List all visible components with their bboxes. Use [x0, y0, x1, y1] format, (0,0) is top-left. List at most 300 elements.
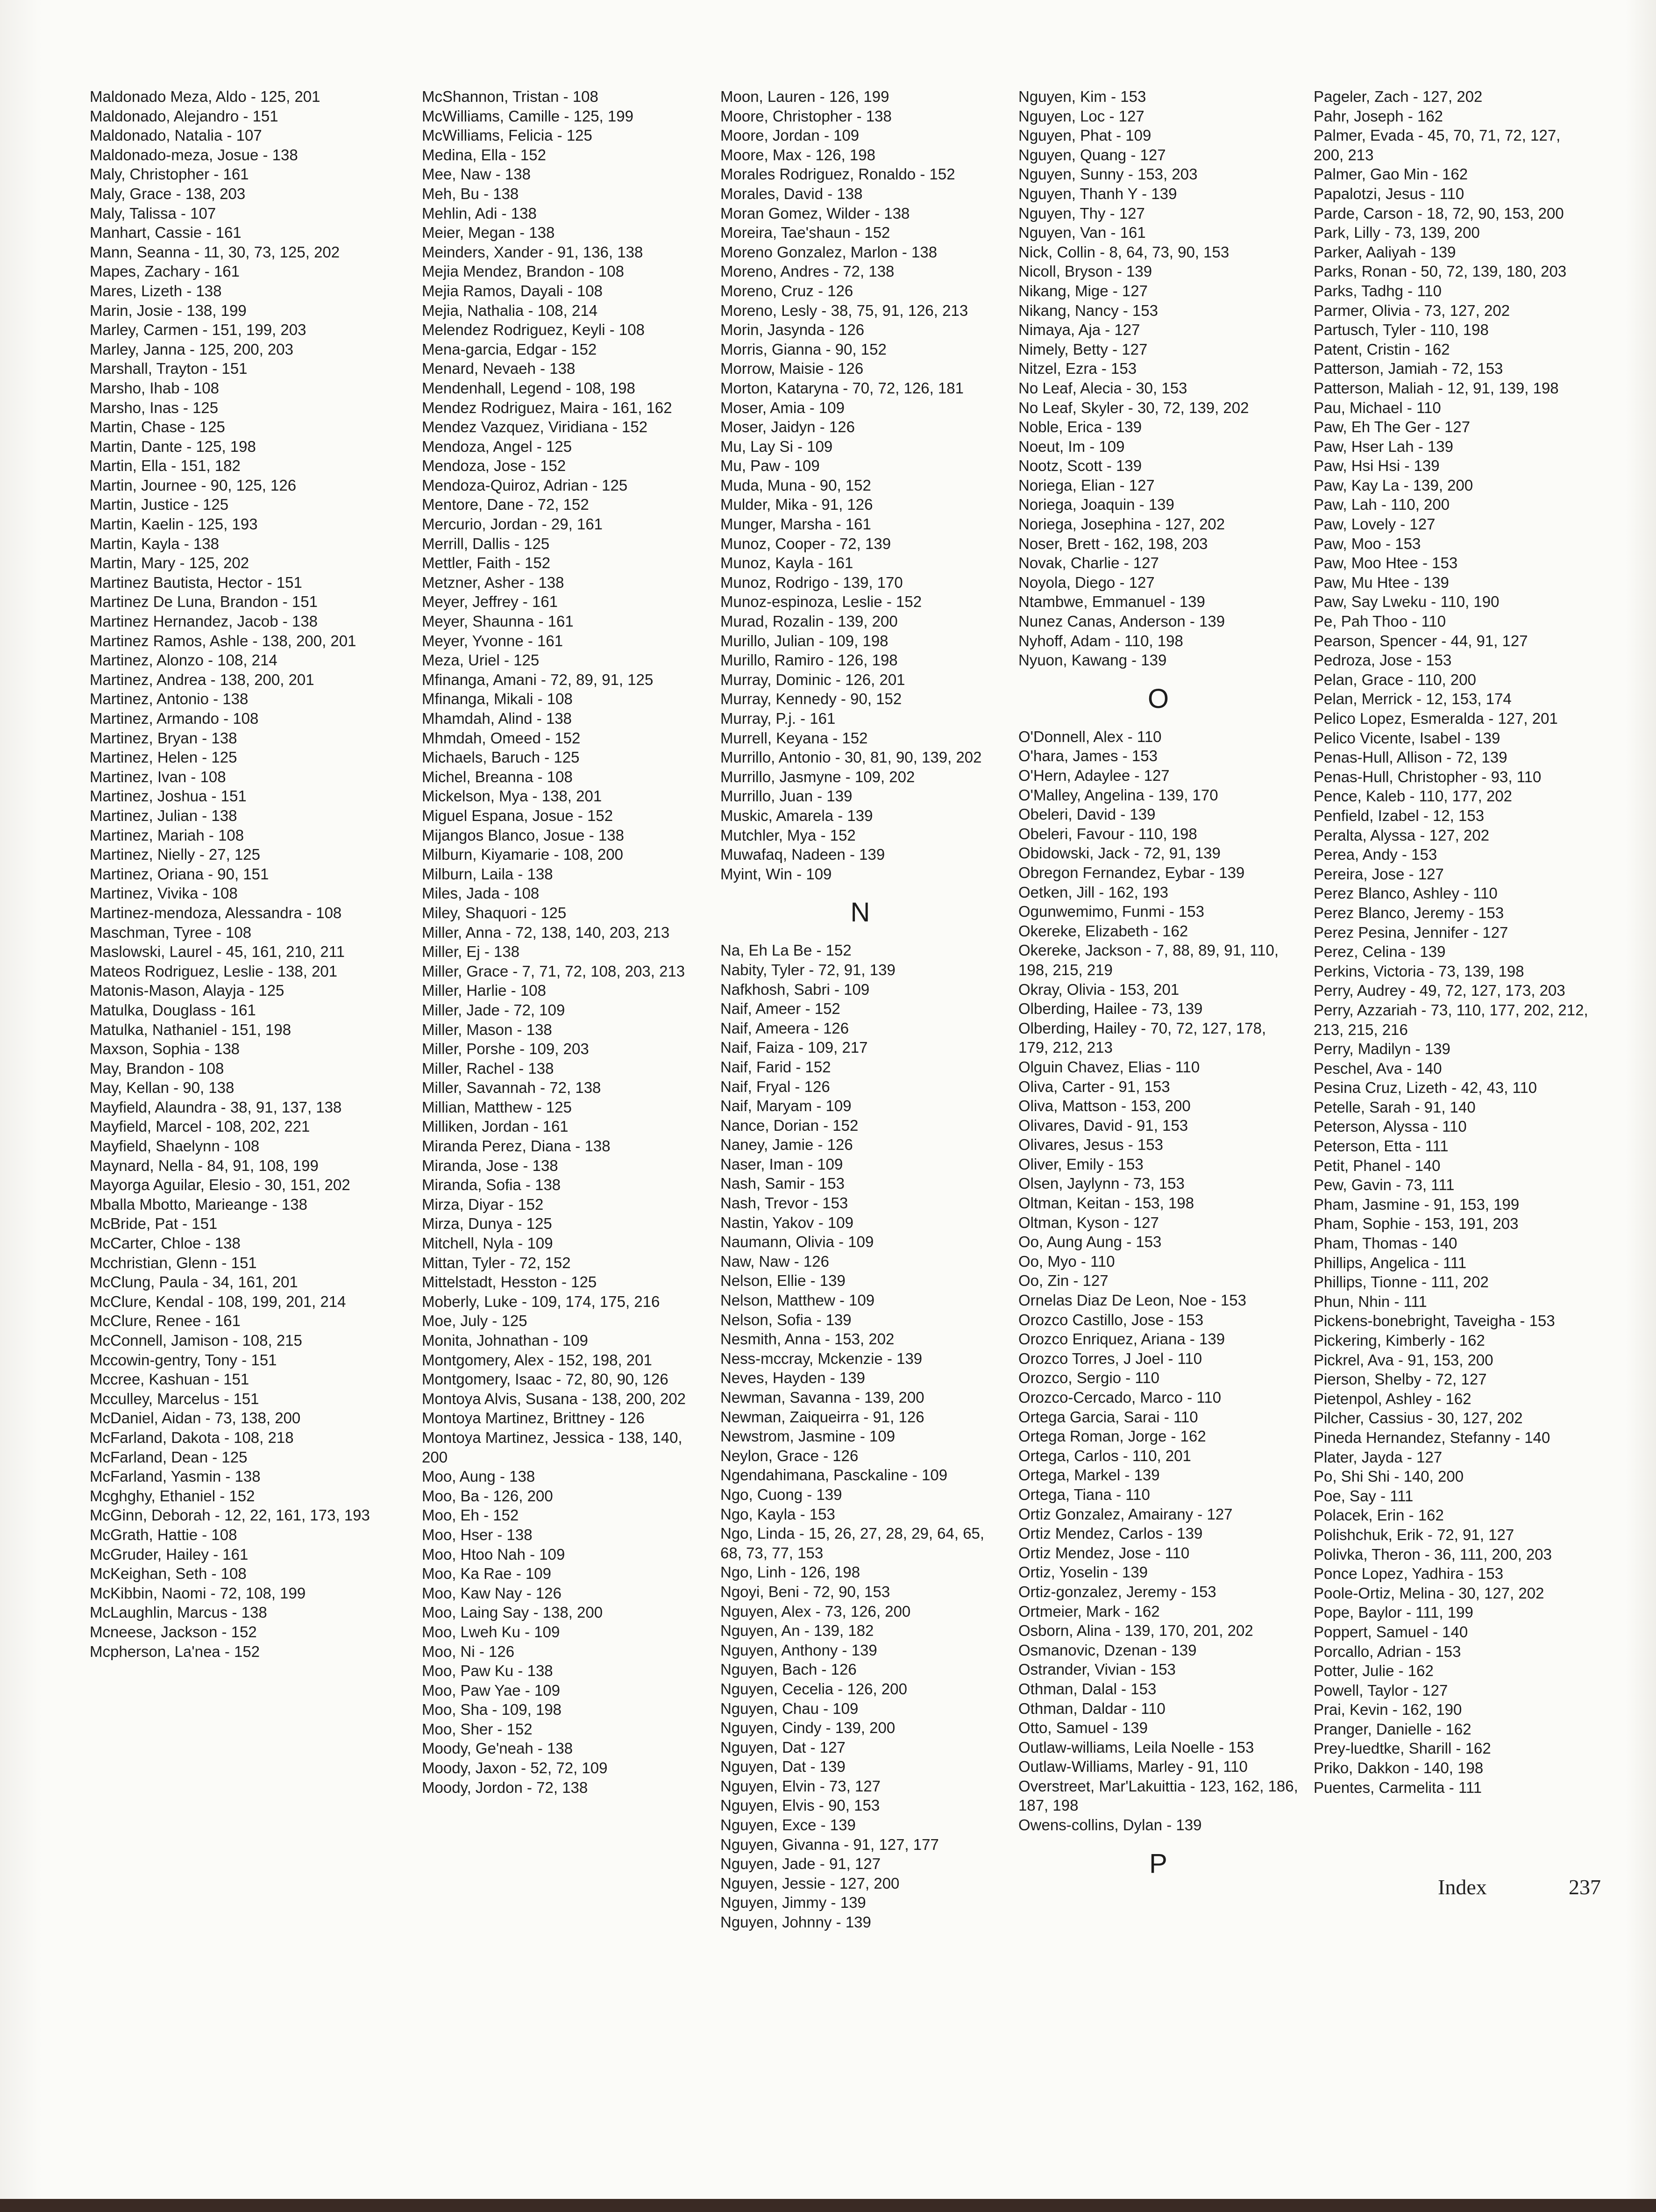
index-entry: Mirza, Dunya - 125 [422, 1215, 552, 1233]
index-entry: Nguyen, Givanna - 91, 127, 177 [720, 1835, 939, 1853]
index-entry: Martin, Kayla - 138 [90, 535, 219, 552]
index-entry: Obeleri, David - 139 [1018, 806, 1156, 823]
index-entry: Oltman, Keitan - 153, 198 [1018, 1194, 1194, 1212]
index-entry: May, Brandon - 108 [90, 1059, 224, 1077]
index-entry: Nguyen, Quang - 127 [1018, 146, 1166, 164]
index-entry: Meyer, Shaunna - 161 [422, 613, 574, 630]
index-entry: Newman, Zaiqueirra - 91, 126 [720, 1408, 924, 1426]
index-entry: Martin, Ella - 151, 182 [90, 457, 241, 475]
index-entry: Meh, Bu - 138 [422, 185, 519, 202]
index-entry: Nabity, Tyler - 72, 91, 139 [720, 961, 896, 978]
index-entry: Neves, Hayden - 139 [720, 1369, 866, 1387]
index-entry: Montgomery, Alex - 152, 198, 201 [422, 1351, 652, 1369]
index-entry: Pietenpol, Ashley - 162 [1314, 1390, 1471, 1407]
index-entry: Mettler, Faith - 152 [422, 554, 551, 572]
index-entry: Mcghghy, Ethaniel - 152 [90, 1487, 255, 1505]
index-entry: Nash, Samir - 153 [720, 1175, 845, 1192]
index-entry: Miranda, Sofia - 138 [422, 1176, 561, 1194]
index-entry: Pope, Baylor - 111, 199 [1314, 1604, 1473, 1621]
index-entry: Ngo, Linda - 15, 26, 27, 28, 29, 64, 65, 68, 73, 77, 153 [720, 1525, 985, 1562]
index-entry: Paw, Lah - 110, 200 [1314, 496, 1450, 514]
index-entry: Polacek, Erin - 162 [1314, 1506, 1444, 1524]
index-entry: Noser, Brett - 162, 198, 203 [1018, 535, 1208, 552]
index-entry: Ortmeier, Mark - 162 [1018, 1602, 1160, 1620]
index-entry: Monita, Johnathan - 109 [422, 1332, 588, 1349]
index-entry: Nicoll, Bryson - 139 [1018, 263, 1152, 280]
index-entry: Perry, Audrey - 49, 72, 127, 173, 203 [1314, 982, 1565, 999]
index-entry: Perez Blanco, Ashley - 110 [1314, 885, 1498, 902]
index-entry: Montoya Martinez, Brittney - 126 [422, 1409, 645, 1427]
index-entry: Mitchell, Nyla - 109 [422, 1234, 553, 1252]
index-entry: Okray, Olivia - 153, 201 [1018, 980, 1180, 998]
index-entry: Perez, Celina - 139 [1314, 943, 1446, 961]
index-entry: Olivares, Jesus - 153 [1018, 1136, 1163, 1154]
index-entry: Perkins, Victoria - 73, 139, 198 [1314, 962, 1524, 980]
index-entry: Moo, Hser - 138 [422, 1526, 533, 1543]
footer-section-label: Index [1438, 1875, 1487, 1899]
index-entry: Mittelstadt, Hesston - 125 [422, 1273, 597, 1291]
index-entry: Nimaya, Aja - 127 [1018, 321, 1140, 339]
index-entry: Nyuon, Kawang - 139 [1018, 651, 1167, 669]
index-entry: Noriega, Josephina - 127, 202 [1018, 515, 1225, 533]
index-entry: Peschel, Ava - 140 [1314, 1059, 1442, 1077]
index-entry: Okereke, Jackson - 7, 88, 89, 91, 110, 198, 215, 219 [1018, 942, 1279, 978]
index-entry: Noyola, Diego - 127 [1018, 573, 1155, 591]
index-entry: Phillips, Angelica - 111 [1314, 1254, 1467, 1271]
index-entry: Paw, Hser Lah - 139 [1314, 437, 1453, 455]
index-entry: Martin, Dante - 125, 198 [90, 437, 256, 455]
index-column-5 [1314, 87, 1594, 1797]
index-entry: Nguyen, Cecelia - 126, 200 [720, 1680, 907, 1698]
index-entry: Pickens-bonebright, Taveigha - 153 [1314, 1312, 1555, 1330]
index-entry: Nimely, Betty - 127 [1018, 340, 1148, 358]
index-entry: Mcpherson, La'nea - 152 [90, 1642, 260, 1660]
index-entry: Nguyen, Elvin - 73, 127 [720, 1777, 881, 1795]
index-entry: Patent, Cristin - 162 [1314, 340, 1450, 358]
index-entry: Olguin Chavez, Elias - 110 [1018, 1058, 1200, 1076]
index-entry: Moore, Max - 126, 198 [720, 146, 875, 164]
index-entry: McDaniel, Aidan - 73, 138, 200 [90, 1409, 301, 1427]
index-entry: Pickrel, Ava - 91, 153, 200 [1314, 1351, 1493, 1369]
index-entry: Moon, Lauren - 126, 199 [720, 88, 889, 105]
index-entry: Oetken, Jill - 162, 193 [1018, 883, 1169, 901]
index-entry: Owens-collins, Dylan - 139 [1018, 1816, 1202, 1834]
index-entry: Nick, Collin - 8, 64, 73, 90, 153 [1018, 243, 1230, 261]
index-entry: McFarland, Dakota - 108, 218 [90, 1428, 294, 1446]
index-entry: Polishchuk, Erik - 72, 91, 127 [1314, 1526, 1514, 1543]
index-entry: Maldonado Meza, Aldo - 125, 201 [90, 88, 320, 105]
index-entry: Parks, Ronan - 50, 72, 139, 180, 203 [1314, 263, 1567, 280]
index-entry: Potter, Julie - 162 [1314, 1662, 1434, 1680]
index-entry: Pahr, Joseph - 162 [1314, 107, 1443, 125]
index-entry: McWilliams, Felicia - 125 [422, 127, 592, 144]
index-entry: Overstreet, Mar'Lakuittia - 123, 162, 186, 187, 198 [1018, 1777, 1298, 1814]
index-entry: Ntambwe, Emmanuel - 139 [1018, 593, 1205, 611]
index-entry: Mu, Paw - 109 [720, 457, 820, 475]
index-entry: Murad, Rozalin - 139, 200 [720, 613, 898, 630]
index-entry: Parde, Carson - 18, 72, 90, 153, 200 [1314, 204, 1564, 222]
index-entry: Nootz, Scott - 139 [1018, 457, 1142, 475]
index-entry: Okereke, Elizabeth - 162 [1018, 922, 1188, 940]
index-entry: Myint, Win - 109 [720, 865, 832, 883]
index-entry: Peralta, Alyssa - 127, 202 [1314, 826, 1490, 844]
index-entry: Prai, Kevin - 162, 190 [1314, 1701, 1462, 1719]
index-entry: Obregon Fernandez, Eybar - 139 [1018, 863, 1245, 881]
index-entry: Martinez, Vivika - 108 [90, 885, 238, 902]
index-entry: McBride, Pat - 151 [90, 1215, 218, 1233]
index-entry: Murray, Kennedy - 90, 152 [720, 690, 902, 708]
index-entry: Nelson, Matthew - 109 [720, 1292, 875, 1309]
index-entry: Naif, Faiza - 109, 217 [720, 1039, 868, 1056]
index-entry: Papalotzi, Jesus - 110 [1314, 185, 1464, 202]
index-entry: O'hara, James - 153 [1018, 747, 1158, 765]
index-entry: Moreira, Tae'shaun - 152 [720, 224, 890, 242]
index-entry: Peterson, Alyssa - 110 [1314, 1118, 1467, 1135]
index-entry: Nguyen, Bach - 126 [720, 1661, 857, 1678]
index-entry: Martinez-mendoza, Alessandra - 108 [90, 904, 342, 921]
index-entry: Nesmith, Anna - 153, 202 [720, 1330, 895, 1348]
index-entry: Martin, Mary - 125, 202 [90, 554, 249, 572]
index-entry: Oliver, Emily - 153 [1018, 1155, 1144, 1173]
index-entry: Mfinanga, Amani - 72, 89, 91, 125 [422, 671, 654, 688]
index-entry: Phun, Nhin - 111 [1314, 1292, 1427, 1310]
index-entry: O'Hern, Adaylee - 127 [1018, 767, 1170, 784]
index-entry: Mcchristian, Glenn - 151 [90, 1254, 257, 1271]
index-entry: Obidowski, Jack - 72, 91, 139 [1018, 844, 1221, 862]
index-entry: Maschman, Tyree - 108 [90, 923, 252, 941]
index-entry: Newman, Savanna - 139, 200 [720, 1389, 924, 1406]
index-entry: Martinez, Andrea - 138, 200, 201 [90, 671, 314, 688]
index-entry: Petelle, Sarah - 91, 140 [1314, 1098, 1476, 1116]
index-entry: Na, Eh La Be - 152 [720, 942, 852, 959]
index-entry: Martinez, Ivan - 108 [90, 768, 226, 785]
index-entry: Martinez, Julian - 138 [90, 806, 237, 824]
index-entry: Perry, Azzariah - 73, 110, 177, 202, 212, 213, 215, 216 [1314, 1001, 1588, 1038]
index-entry: Maslowski, Laurel - 45, 161, 210, 211 [90, 943, 345, 961]
index-entry: Noeut, Im - 109 [1018, 437, 1125, 455]
index-entry: Medina, Ella - 152 [422, 146, 546, 164]
index-entry: Naif, Ameera - 126 [720, 1019, 849, 1037]
index-entry: Pedroza, Jose - 153 [1314, 651, 1452, 669]
index-entry: Patterson, Maliah - 12, 91, 139, 198 [1314, 379, 1559, 397]
index-entry: Penfield, Izabel - 12, 153 [1314, 806, 1485, 824]
index-entry: Mballa Mbotto, Marieange - 138 [90, 1195, 307, 1213]
index-entry: Ngo, Cuong - 139 [720, 1485, 842, 1503]
index-entry: Miguel Espana, Josue - 152 [422, 806, 613, 824]
index-entry: Michel, Breanna - 108 [422, 768, 573, 785]
index-entry: Newstrom, Jasmine - 109 [720, 1427, 896, 1445]
index-entry: Pelan, Grace - 110, 200 [1314, 671, 1476, 688]
index-entry: Nguyen, Dat - 127 [720, 1738, 846, 1756]
index-entry: Mee, Naw - 138 [422, 165, 531, 183]
index-entry: Moreno, Cruz - 126 [720, 282, 853, 300]
index-entry: Prey-luedtke, Sharill - 162 [1314, 1740, 1491, 1757]
index-entry: Martinez, Bryan - 138 [90, 729, 237, 747]
index-entry: Matonis-Mason, Alayja - 125 [90, 982, 284, 999]
index-entry: Nelson, Sofia - 139 [720, 1311, 852, 1328]
index-entry: Murray, Dominic - 126, 201 [720, 671, 905, 688]
index-entry: Palmer, Gao Min - 162 [1314, 165, 1468, 183]
index-entry: McFarland, Dean - 125 [90, 1448, 248, 1466]
index-entry: Palmer, Evada - 45, 70, 71, 72, 127, 200, 213 [1314, 127, 1561, 164]
index-entry: Nastin, Yakov - 109 [720, 1213, 853, 1231]
index-entry: Pe, Pah Thoo - 110 [1314, 613, 1446, 630]
section-letter-heading: N [850, 897, 871, 928]
index-entry: Obeleri, Favour - 110, 198 [1018, 825, 1197, 842]
index-entry: Melendez Rodriguez, Keyli - 108 [422, 321, 645, 339]
index-entry: Ostrander, Vivian - 153 [1018, 1661, 1176, 1678]
index-entry: Muwafaq, Nadeen - 139 [720, 846, 885, 863]
index-entry: Paw, Moo Htee - 153 [1314, 554, 1458, 572]
index-entry: Nguyen, Exce - 139 [720, 1816, 856, 1834]
index-entry: Nguyen, Jessie - 127, 200 [720, 1874, 900, 1892]
index-entry: Pierson, Shelby - 72, 127 [1314, 1370, 1487, 1388]
index-entry: Maldonado, Natalia - 107 [90, 127, 262, 144]
index-entry: Ponce Lopez, Yadhira - 153 [1314, 1565, 1504, 1583]
index-entry: McClure, Renee - 161 [90, 1312, 241, 1330]
index-entry: Moo, Sha - 109, 198 [422, 1701, 562, 1719]
index-entry: Pageler, Zach - 127, 202 [1314, 88, 1483, 105]
index-entry: Pelan, Merrick - 12, 153, 174 [1314, 690, 1512, 708]
index-entry: Parks, Tadhg - 110 [1314, 282, 1442, 300]
index-entry: Munoz, Kayla - 161 [720, 554, 853, 572]
index-entry: Murrillo, Antonio - 30, 81, 90, 139, 202 [720, 749, 982, 766]
index-entry: Parker, Aaliyah - 139 [1314, 243, 1456, 261]
index-entry: Maldonado-meza, Josue - 138 [90, 146, 298, 164]
index-entry: McKibbin, Naomi - 72, 108, 199 [90, 1584, 306, 1602]
index-entry: Miley, Shaquori - 125 [422, 904, 567, 921]
index-entry: Martinez De Luna, Brandon - 151 [90, 593, 318, 611]
index-entry: McCarter, Chloe - 138 [90, 1234, 241, 1252]
index-entry: Olberding, Hailee - 73, 139 [1018, 1000, 1203, 1018]
index-entry: Puentes, Carmelita - 111 [1314, 1778, 1482, 1796]
index-entry: Noriega, Elian - 127 [1018, 476, 1155, 494]
index-entry: Nguyen, Alex - 73, 126, 200 [720, 1602, 911, 1620]
index-entry: Mhamdah, Alind - 138 [422, 710, 572, 727]
index-entry: Matulka, Douglass - 161 [90, 1001, 256, 1019]
index-entry: McGrath, Hattie - 108 [90, 1526, 237, 1543]
index-entry: Othman, Daldar - 110 [1018, 1699, 1166, 1717]
index-entry: Ornelas Diaz De Leon, Noe - 153 [1018, 1292, 1246, 1309]
index-entry: Naif, Farid - 152 [720, 1058, 831, 1076]
index-entry: Mhmdah, Omeed - 152 [422, 729, 581, 747]
index-entry: Moo, Sher - 152 [422, 1720, 533, 1738]
index-entry: Milliken, Jordan - 161 [422, 1118, 569, 1135]
index-entry: Moreno Gonzalez, Marlon - 138 [720, 243, 938, 261]
index-entry: Paw, Hsi Hsi - 139 [1314, 457, 1440, 475]
index-entry: Montgomery, Isaac - 72, 80, 90, 126 [422, 1370, 668, 1388]
index-entry: Ngo, Linh - 126, 198 [720, 1563, 860, 1581]
index-entry: Moreno, Lesly - 38, 75, 91, 126, 213 [720, 301, 968, 319]
index-entry: Pickering, Kimberly - 162 [1314, 1332, 1485, 1349]
index-entry: Martin, Justice - 125 [90, 496, 229, 514]
index-entry: Mendez Vazquez, Viridiana - 152 [422, 418, 648, 436]
index-entry: Moore, Jordan - 109 [720, 127, 860, 144]
index-entry: Pesina Cruz, Lizeth - 42, 43, 110 [1314, 1079, 1537, 1097]
index-entry: Paw, Kay La - 139, 200 [1314, 476, 1473, 494]
index-entry: Meyer, Yvonne - 161 [422, 632, 563, 649]
index-entry: Moody, Ge'neah - 138 [422, 1740, 573, 1757]
index-entry: Nguyen, Johnny - 139 [720, 1913, 871, 1931]
index-entry: Perea, Andy - 153 [1314, 846, 1437, 863]
index-entry: Pilcher, Cassius - 30, 127, 202 [1314, 1409, 1523, 1427]
index-entry: Maynard, Nella - 84, 91, 108, 199 [90, 1156, 319, 1174]
index-entry: McLaughlin, Marcus - 138 [90, 1604, 267, 1621]
index-entry: Milburn, Laila - 138 [422, 865, 553, 883]
index-entry: Patterson, Jamiah - 72, 153 [1314, 360, 1503, 378]
index-entry: Oo, Aung Aung - 153 [1018, 1233, 1162, 1251]
index-entry: Miller, Savannah - 72, 138 [422, 1079, 601, 1097]
index-entry: Pineda Hernandez, Stefanny - 140 [1314, 1428, 1550, 1446]
index-entry: Mccowin-gentry, Tony - 151 [90, 1351, 277, 1369]
index-entry: Miller, Grace - 7, 71, 72, 108, 203, 213 [422, 962, 685, 980]
index-entry: Osmanovic, Dzenan - 139 [1018, 1641, 1197, 1659]
index-entry: McKeighan, Seth - 108 [90, 1565, 247, 1583]
index-entry: Polivka, Theron - 36, 111, 200, 203 [1314, 1545, 1552, 1563]
index-entry: Nguyen, Thanh Y - 139 [1018, 185, 1177, 202]
index-entry: Miller, Mason - 138 [422, 1020, 552, 1038]
index-entry: Menard, Nevaeh - 138 [422, 360, 576, 378]
index-entry: Powell, Taylor - 127 [1314, 1681, 1448, 1699]
index-entry: McClung, Paula - 34, 161, 201 [90, 1273, 298, 1291]
index-entry: Metzner, Asher - 138 [422, 573, 564, 591]
index-entry: Paw, Mu Htee - 139 [1314, 573, 1449, 591]
index-entry: Mu, Lay Si - 109 [720, 437, 833, 455]
index-entry: O'Malley, Angelina - 139, 170 [1018, 786, 1218, 804]
index-entry: Perez Blanco, Jeremy - 153 [1314, 904, 1504, 921]
index-entry: McGruder, Hailey - 161 [90, 1545, 249, 1563]
index-entry: Marley, Carmen - 151, 199, 203 [90, 321, 306, 339]
index-entry: Moody, Jordon - 72, 138 [422, 1778, 588, 1796]
index-entry: Priko, Dakkon - 140, 198 [1314, 1759, 1484, 1777]
index-entry: Mares, Lizeth - 138 [90, 282, 222, 300]
index-entry: Meza, Uriel - 125 [422, 651, 540, 669]
index-entry: Mejia Mendez, Brandon - 108 [422, 263, 624, 280]
index-entry: Maly, Christopher - 161 [90, 165, 249, 183]
index-entry: Meier, Megan - 138 [422, 224, 555, 242]
index-entry: Plater, Jayda - 127 [1314, 1448, 1443, 1466]
index-entry: Martinez Ramos, Ashle - 138, 200, 201 [90, 632, 356, 649]
index-entry: Mann, Seanna - 11, 30, 73, 125, 202 [90, 243, 340, 261]
index-entry: Murillo, Ramiro - 126, 198 [720, 651, 898, 669]
index-entry: Pearson, Spencer - 44, 91, 127 [1314, 632, 1528, 649]
index-entry: Murrillo, Juan - 139 [720, 787, 853, 805]
index-entry: Matulka, Nathaniel - 151, 198 [90, 1020, 291, 1038]
index-entry: Moo, Ka Rae - 109 [422, 1565, 551, 1583]
index-entry: Miller, Jade - 72, 109 [422, 1001, 565, 1019]
index-entry: Mayfield, Alaundra - 38, 91, 137, 138 [90, 1098, 342, 1116]
index-entry: Nguyen, Elvis - 90, 153 [720, 1797, 880, 1814]
index-entry: Martinez Bautista, Hector - 151 [90, 573, 302, 591]
index-entry: Marsho, Inas - 125 [90, 399, 219, 416]
index-entry: Moo, Laing Say - 138, 200 [422, 1604, 603, 1621]
index-entry: McConnell, Jamison - 108, 215 [90, 1332, 302, 1349]
index-entry: Paw, Moo - 153 [1314, 535, 1421, 552]
index-entry: Nguyen, Loc - 127 [1018, 107, 1144, 125]
index-entry: No Leaf, Alecia - 30, 153 [1018, 379, 1187, 397]
index-entry: Naif, Maryam - 109 [720, 1097, 852, 1115]
section-letter-heading: P [1149, 1848, 1168, 1879]
index-entry: Mayfield, Marcel - 108, 202, 221 [90, 1118, 310, 1135]
index-entry: Nguyen, Cindy - 139, 200 [720, 1719, 896, 1737]
index-entry: Munger, Marsha - 161 [720, 515, 871, 533]
index-entry: McGinn, Deborah - 12, 22, 161, 173, 193 [90, 1506, 370, 1524]
index-entry: Martinez, Alonzo - 108, 214 [90, 651, 277, 669]
index-entry: Miranda, Jose - 138 [422, 1156, 558, 1174]
index-entry: Martin, Journee - 90, 125, 126 [90, 476, 297, 494]
index-entry: Ortega, Tiana - 110 [1018, 1485, 1150, 1503]
index-entry: Naif, Fryal - 126 [720, 1077, 830, 1095]
index-entry: Martinez, Joshua - 151 [90, 787, 247, 805]
index-entry: Miller, Harlie - 108 [422, 982, 546, 999]
index-entry: Nikang, Mige - 127 [1018, 282, 1148, 300]
index-entry: Ortiz, Yoselin - 139 [1018, 1563, 1148, 1581]
section-letter-heading: O [1147, 683, 1170, 714]
index-entry: Poole-Ortiz, Melina - 30, 127, 202 [1314, 1584, 1544, 1602]
index-entry: Mijangos Blanco, Josue - 138 [422, 826, 624, 844]
index-entry: Phillips, Tionne - 111, 202 [1314, 1273, 1489, 1291]
index-entry: Mcneese, Jackson - 152 [90, 1623, 257, 1641]
index-entry: Penas-Hull, Christopher - 93, 110 [1314, 768, 1542, 785]
index-entry: Ortega Garcia, Sarai - 110 [1018, 1408, 1198, 1426]
index-entry: Munoz, Rodrigo - 139, 170 [720, 573, 903, 591]
index-entry: Ngo, Kayla - 153 [720, 1505, 835, 1523]
index-entry: Noble, Erica - 139 [1018, 418, 1142, 436]
index-entry: Miller, Anna - 72, 138, 140, 203, 213 [422, 923, 670, 941]
index-entry: McShannon, Tristan - 108 [422, 88, 598, 105]
index-entry: Moran Gomez, Wilder - 138 [720, 204, 910, 222]
index-entry: Marley, Janna - 125, 200, 203 [90, 340, 293, 358]
index-entry: Morrow, Maisie - 126 [720, 360, 864, 378]
index-entry: Mena-garcia, Edgar - 152 [422, 340, 597, 358]
index-entry: Pham, Sophie - 153, 191, 203 [1314, 1215, 1519, 1233]
index-entry: McClure, Kendal - 108, 199, 201, 214 [90, 1292, 346, 1310]
index-entry: Moo, Htoo Nah - 109 [422, 1545, 565, 1563]
index-entry: Mendoza, Jose - 152 [422, 457, 566, 475]
index-entry: Ness-mccray, Mckenzie - 139 [720, 1349, 923, 1367]
index-entry: Moo, Lweh Ku - 109 [422, 1623, 560, 1641]
index-entry: Mendoza, Angel - 125 [422, 437, 572, 455]
index-entry: Murrell, Keyana - 152 [720, 729, 868, 747]
index-entry: Muda, Muna - 90, 152 [720, 476, 871, 494]
index-entry: Mcculley, Marcelus - 151 [90, 1390, 259, 1407]
index-entry: Nguyen, Sunny - 153, 203 [1018, 165, 1198, 183]
index-entry: Milburn, Kiyamarie - 108, 200 [422, 846, 624, 863]
index-entry: Outlaw-Williams, Marley - 91, 110 [1018, 1758, 1248, 1776]
index-entry: Pau, Michael - 110 [1314, 399, 1441, 416]
index-entry: Naif, Ameer - 152 [720, 1000, 840, 1018]
index-entry: Munoz-espinoza, Leslie - 152 [720, 593, 922, 611]
index-entry: Pham, Thomas - 140 [1314, 1234, 1457, 1252]
index-entry: Moo, Kaw Nay - 126 [422, 1584, 561, 1602]
index-entry: Mfinanga, Mikali - 108 [422, 690, 573, 708]
index-entry: Murray, P.j. - 161 [720, 710, 836, 727]
index-entry: Mulder, Mika - 91, 126 [720, 496, 873, 514]
index-entry: Martinez Hernandez, Jacob - 138 [90, 613, 318, 630]
index-entry: Maldonado, Alejandro - 151 [90, 107, 278, 125]
index-entry: Martinez, Nielly - 27, 125 [90, 846, 260, 863]
index-entry: Ortiz Gonzalez, Amairany - 127 [1018, 1505, 1233, 1523]
index-entry: Orozco, Sergio - 110 [1018, 1369, 1160, 1387]
index-entry: Nikang, Nancy - 153 [1018, 301, 1158, 319]
index-entry: Mehlin, Adi - 138 [422, 204, 537, 222]
index-entry: Olberding, Hailey - 70, 72, 127, 178, 179, 212, 213 [1018, 1019, 1266, 1056]
index-entry: Peterson, Etta - 111 [1314, 1137, 1449, 1155]
index-entry: Moo, Paw Ku - 138 [422, 1662, 553, 1680]
index-entry: Mendez Rodriguez, Maira - 161, 162 [422, 399, 672, 416]
index-entry: Moe, July - 125 [422, 1312, 527, 1330]
index-entry: Montoya Martinez, Jessica - 138, 140, 200 [422, 1428, 682, 1466]
